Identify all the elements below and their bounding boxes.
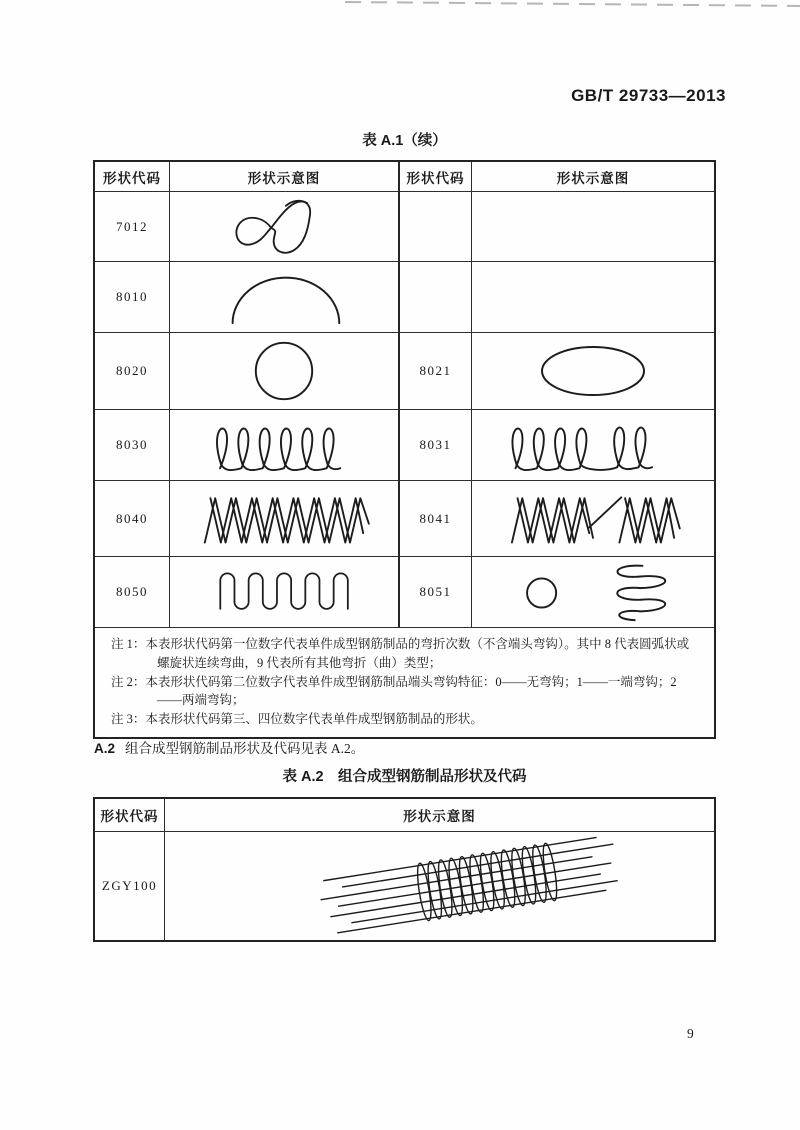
note-2: 注 2：本表形状代码第二位数字代表单件成型钢筋制品端头弯钩特征：0——无弯钩；1——一端弯钩；2——两端弯钩； [111,674,677,708]
a2-col-header-shape-code: 形状代码 [95,799,165,832]
page-number: 9 [687,1026,694,1041]
note-3: 注 3：本表形状代码第三、四位数字代表单件成型钢筋制品的形状。 [111,712,483,726]
clause-a2 [94,737,364,757]
note-1: 注 1：本表形状代码第一位数字代表单件成型钢筋制品的弯折次数（不含端头弯钩）。其中 8 代表圆弧状或螺旋状连续弯曲，9 代表所有其他弯折（曲）类型； [111,637,690,670]
col-header-shape-code-left: 形状代码 [95,162,170,192]
diagram-empty-2 [472,262,714,333]
table-a1-title: 表 A.1（续） [362,133,447,149]
diagram-8021-ellipse [472,333,714,410]
code-8030: 8030 [95,410,170,481]
diagram-8051-circle-coil [472,557,714,628]
diagram-8010-semicircle [170,262,400,333]
code-8041: 8041 [400,481,472,557]
table-a2 [93,797,716,942]
col-header-shape-diagram-right: 形状示意图 [472,162,714,192]
diagram-8050-meander [170,557,400,628]
code-empty-1 [400,192,472,262]
diagram-8020-circle [170,333,400,410]
code-8051: 8051 [400,557,472,628]
table-a1-notes [95,628,714,737]
diagram-empty-1 [472,192,714,262]
code-8020: 8020 [95,333,170,410]
code-zgy100: ZGY100 [95,832,165,940]
diagram-7012-twisted-loop [170,192,400,262]
code-8031: 8031 [400,410,472,481]
code-8040: 8040 [95,481,170,557]
code-7012: 7012 [95,192,170,262]
col-header-shape-code-right: 形状代码 [400,162,472,192]
scan-artifact-line [345,1,800,7]
diagram-8031-coil-gap [472,410,714,481]
diagram-8041-zigzag-break [472,481,714,557]
standard-number: GB/T 29733—2013 [571,86,726,105]
code-8050: 8050 [95,557,170,628]
col-header-shape-diagram-left: 形状示意图 [170,162,400,192]
a2-col-header-shape-diagram: 形状示意图 [165,799,714,832]
code-empty-2 [400,262,472,333]
clause-a2-text: 组合成型钢筋制品形状及代码见表 A.2。 [125,741,365,756]
code-8021: 8021 [400,333,472,410]
table-a1 [93,160,716,739]
diagram-zgy100-rebar-cage [165,832,714,940]
table-a2-title: 表 A.2 组合成型钢筋制品形状及代码 [282,769,527,785]
diagram-8040-zigzag [170,481,400,557]
clause-a2-number: A.2 [94,741,116,756]
code-8010: 8010 [95,262,170,333]
diagram-8030-coil [170,410,400,481]
